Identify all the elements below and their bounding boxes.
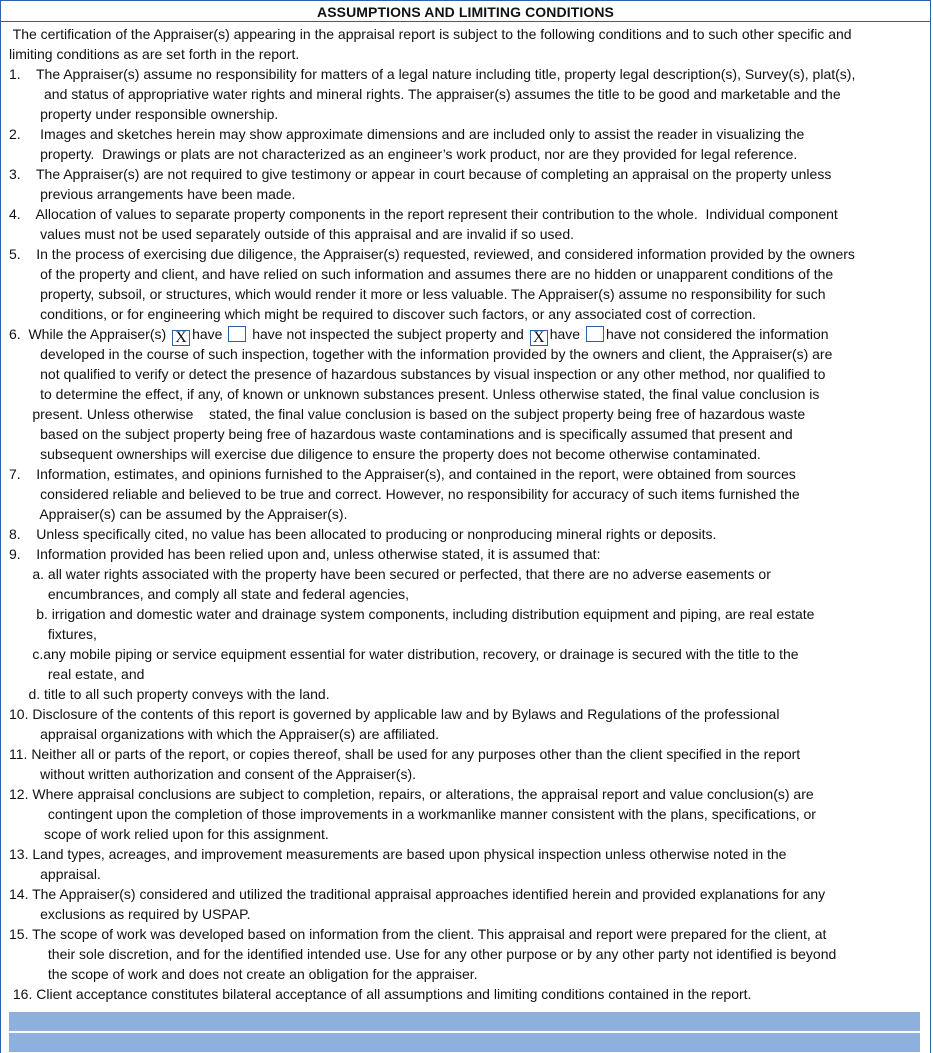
text-line: 4. Allocation of values to separate property components in the report represent their contribution to the whole. Individual component (9, 206, 838, 222)
have-label-2: have (549, 326, 584, 342)
text-line: developed in the course of such inspection, together with the information provided by the owners and client, the Appraiser(s) are (9, 346, 833, 362)
text-line: exclusions as required by USPAP. (9, 906, 251, 922)
text-line: encumbrances, and comply all state and federal agencies, (9, 586, 409, 602)
text-line: 16. Client acceptance constitutes bilateral acceptance of all assumptions and limiting conditions contained in the report. (9, 986, 752, 1002)
blue-bar-2 (9, 1033, 920, 1052)
text-line: of the property and client, and have relied on such information and assumes there are no hidden or unapparent conditions of the (9, 266, 834, 282)
text-line: 1. The Appraiser(s) assume no responsibility for matters of a legal nature including title, property legal description(s), Survey(s), plat(s), (9, 66, 856, 82)
text-line: their sole discretion, and for the identified intended use. Use for any other purpose or by any other party not identified is beyond (9, 946, 837, 962)
text-line: 5. In the process of exercising due diligence, the Appraiser(s) requested, reviewed, and considered information provided by the owners (9, 246, 855, 262)
text-line: appraisal organizations with which the Appraiser(s) are affiliated. (9, 726, 440, 742)
have-considered-checkbox[interactable]: X (530, 330, 548, 346)
text-line: scope of work relied upon for this assignment. (9, 826, 329, 842)
have-label-1: have (192, 326, 227, 342)
text-line: property, subsoil, or structures, which would render it more or less valuable. The Appraiser(s) assume no responsibility for such (9, 286, 826, 302)
text-line: 10. Disclosure of the contents of this report is governed by applicable law and by Bylaws and Regulations of the professional (9, 706, 780, 722)
section-title: ASSUMPTIONS AND LIMITING CONDITIONS (0, 0, 931, 22)
text-line: considered reliable and believed to be true and correct. However, no responsibility for accuracy of such items furnished the (9, 486, 800, 502)
text-line: without written authorization and consent of the Appraiser(s). (9, 766, 416, 782)
text-line: contingent upon the completion of those improvements in a workmanlike manner consistent with the plans, specifications, or (9, 806, 816, 822)
have-not-considered-text: have not considered the information (605, 326, 829, 342)
item-6-prefix: 6. While the Appraiser(s) (9, 326, 171, 342)
text-line: 8. Unless specifically cited, no value has been allocated to producing or nonproducing mineral rights or deposits. (9, 526, 717, 542)
text-line: fixtures, (9, 626, 97, 642)
text-line: 3. The Appraiser(s) are not required to give testimony or appear in court because of completing an appraisal on the property unless (9, 166, 832, 182)
text-line: a. all water rights associated with the property have been secured or perfected, that there are no adverse easements or (9, 566, 771, 582)
have-inspected-checkbox[interactable]: X (172, 330, 190, 346)
text-line: 11. Neither all or parts of the report, or copies thereof, shall be used for any purposes other than the client specified in the report (9, 746, 801, 762)
blue-bar-1 (9, 1012, 920, 1031)
have-not-considered-checkbox[interactable] (586, 326, 604, 342)
text-line: property under responsible ownership. (9, 106, 279, 122)
text-line: Appraiser(s) can be assumed by the Appraiser(s). (9, 506, 348, 522)
text-line: 7. Information, estimates, and opinions furnished to the Appraiser(s), and contained in the report, were obtained from sources (9, 466, 796, 482)
text-line: previous arrangements have been made. (9, 186, 296, 202)
text-line: the scope of work and does not create an obligation for the appraiser. (9, 966, 478, 982)
text-line: appraisal. (9, 866, 101, 882)
text-line: b. irrigation and domestic water and drainage system components, including distribution equipment and piping, are real estate (9, 606, 815, 622)
text-line: and status of appropriative water rights and mineral rights. The appraiser(s) assumes the title to be good and marketable and the (9, 86, 841, 102)
text-line: limiting conditions as are set forth in the report. (9, 46, 300, 62)
text-line: 2. Images and sketches herein may show approximate dimensions and are included only to assist the reader in visualizing the (9, 126, 805, 142)
text-line: property. Drawings or plats are not characterized as an engineer’s work product, nor are they provided for legal reference. (9, 146, 798, 162)
text-line: 9. Information provided has been relied upon and, unless otherwise stated, it is assumed that: (9, 546, 601, 562)
text-line: based on the subject property being free of hazardous waste contaminations and is specifically assumed that present and (9, 426, 793, 442)
text-line: 13. Land types, acreages, and improvement measurements are based upon physical inspection unless otherwise noted in the (9, 846, 787, 862)
text-line: c.any mobile piping or service equipment essential for water distribution, recovery, or drainage is secured with the title to the (9, 646, 799, 662)
have-not-inspected-text: have not inspected the subject property and (248, 326, 528, 342)
text-line: subsequent ownerships will exercise due diligence to ensure the property does not become otherwise contaminated. (9, 446, 761, 462)
text-line: The certification of the Appraiser(s) appearing in the appraisal report is subject to the following conditions and to such other specific and (9, 26, 852, 42)
item-6-checkbox-line (9, 324, 829, 344)
text-line: values must not be used separately outside of this appraisal and are invalid if so used. (9, 226, 574, 242)
text-line: conditions, or for engineering which might be required to discover such factors, or any associated cost of correction. (9, 306, 757, 322)
text-line: real estate, and (9, 666, 145, 682)
text-line: 15. The scope of work was developed based on information from the client. This appraisal and report were prepared for the client, at (9, 926, 827, 942)
text-line: d. title to all such property conveys with the land. (9, 686, 330, 702)
text-line: not qualified to verify or detect the presence of hazardous substances by visual inspection or any other method, nor qualified to (9, 366, 826, 382)
have-not-inspected-checkbox[interactable] (228, 326, 246, 342)
text-line: 12. Where appraisal conclusions are subject to completion, repairs, or alterations, the appraisal report and value conclusion(s) are (9, 786, 814, 802)
text-line: 14. The Appraiser(s) considered and utilized the traditional appraisal approaches identified herein and provided explanations for any (9, 886, 826, 902)
text-line: to determine the effect, if any, of known or unknown substances present. Unless otherwise stated, the final value conclusion is (9, 386, 820, 402)
text-line: present. Unless otherwise stated, the final value conclusion is based on the subject property being free of hazardous waste (9, 406, 806, 422)
